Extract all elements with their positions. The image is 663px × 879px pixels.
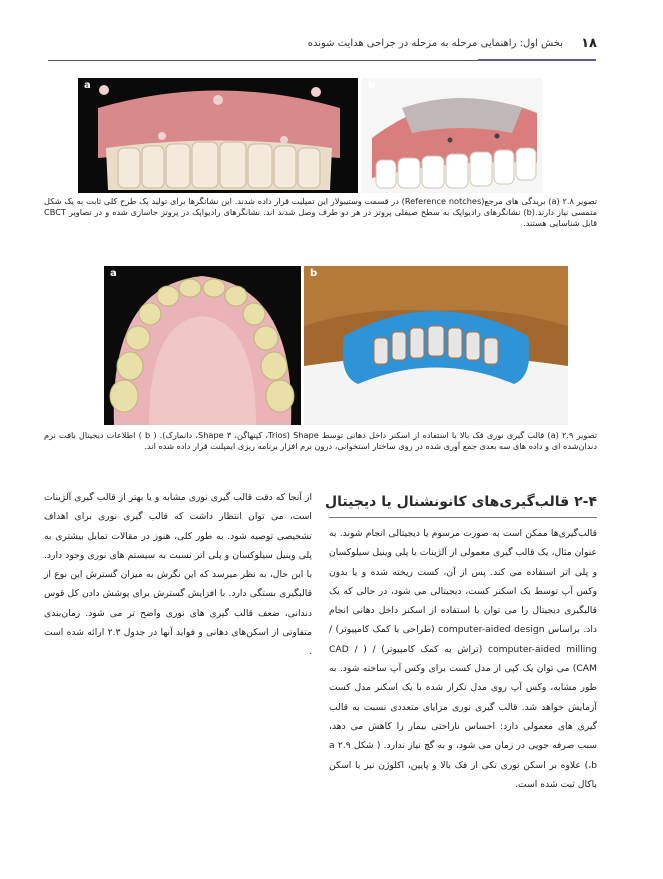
bone-scan-overlay-illustration [304, 266, 568, 425]
header-rule [48, 60, 478, 61]
section-heading [325, 494, 597, 510]
figure-2-8b-photo [362, 78, 542, 193]
page-number: ۱۸ [581, 36, 597, 51]
figure-2-9a-photo [104, 266, 301, 425]
figure-2-8a-photo [78, 78, 358, 193]
left-column-text: از آنجا که دقت قالب گیری نوری مشابه و یا بهتر از قالب گیری آلژینات است، می توان انتظار داشت که قالب گیری نوری برای اهداف تشخیصی توصیه شود. به طور کلی، هنوز در مقالات تمایل بیشتری به پلی وینیل سیلوکسان و پلی اتر نسبت به سیستم های نوری وجود دارد. با این حال، به نظر میرسد که این نگرش به میزان گسترش این نوع از قالبگیری بستگی دارد. با افزایش گسترش برای پوشش دادن کل قوس دندانی، ضعف قالب گیری های نوری واضح تر می شود. زمان‌بندی متفاوتی از اسکن‌های دهانی و فواید آنها در جدول ۲.۳ ارائه شده است . [44, 492, 312, 658]
section-number: ۲-۴ [574, 494, 597, 510]
right-column-text: قالب‌گیری‌ها ممکن است به صورت مرسوم یا دیجیتالی انجام شوند. به عنوان مثال، یک قالب گیری معمولی از آلژینات یا پلی وینیل سیلوکسان و پلی اتر استفاده می کند. پس از آن، کست ریخته شده و یا بدون وکس آپ توسط یک اسکنر کست، دیجیتالی می شود، در حالی که یک قالبگیری دیجیتال را می توان با استفاده از اسکنر داخل دهانی انجام داد. براساس computer-aided design (طراحی با کمک کامپیوتر) / computer-aided milling (تراش به کمک کامپیوتر) / ( CAD / CAM) می توان یک کپی از مدل کست برای وکس آپ ساخته شود. به طور مشابه، وکس آپ روی مدل تکرار شده با یک اسکنر مدل کست آزمایش خواهد شد. قالب گیری نوری مزایای متعددی نسبت به قالب گیری های معمولی دارد: احساس ناراحتی بیمار را کاهش می دهد، سبب صرفه جویی در زمان می شود، و به گچ نیاز ندارد. ( شکل ۲.۹ a ،b) علاوه بر اسکن نوری تکی از فک بالا و پایین، اکلوژن نیز با اسکن باکال ثبت شده است. [329, 528, 597, 790]
figure-2-9b-label: b [310, 268, 318, 279]
figure-2-8b-label: b [368, 80, 376, 91]
running-title: بخش اول: راهنمایی مرحله به مرحله در جراحی هدایت شونده [307, 38, 563, 49]
section-heading-rule [329, 517, 597, 518]
running-header [48, 36, 597, 58]
header-accent-rule [478, 59, 596, 61]
prosthesis-illustration [362, 78, 542, 193]
maxillary-arch-illustration [104, 266, 301, 425]
section-title: قالب‌گیری‌های کانونشنال یا دیجیتال [324, 494, 570, 510]
denture-template-illustration [78, 78, 358, 193]
figure-2-8-caption: تصویر ۲.۸ (a) بریدگی های مرجع(Reference notches) در قسمت وستیبولار این تمپلیت قرار داده شدند. این نشانگرها برای تولید یک طرح کلی ثابت به یک شکل متمسی نیاز دارند.(b) نشانگرهای رادیواپک به سطح صیقلی پروتز در هر دو طرف وصل شدند اند. نشانگرهای رادیواپک در پروتز جاسازی شده و در تصاویر CBCT قابل شناسایی هستند. [44, 196, 597, 228]
figure-2-9b-photo [304, 266, 568, 425]
figure-2-9-caption: تصویر ۲.۹ (a) قالب گیری نوری فک بالا با استفاده از اسکنر داخل دهانی توسط Shape (Trios، کپنهاگن، Shape ۳، دانمارک). ( b ) اطلاعات دیجیتال بافت نرم دندان‌شده ای و داده های سه بعدی جمع آوری شده در روی ساختار استخوانی، درون نرم افزار برنامه ریزی ایمپلنت قرار داده شده اند. [44, 430, 597, 451]
figure-2-9a-label: a [110, 268, 117, 279]
figure-2-8a-label: a [84, 80, 91, 91]
